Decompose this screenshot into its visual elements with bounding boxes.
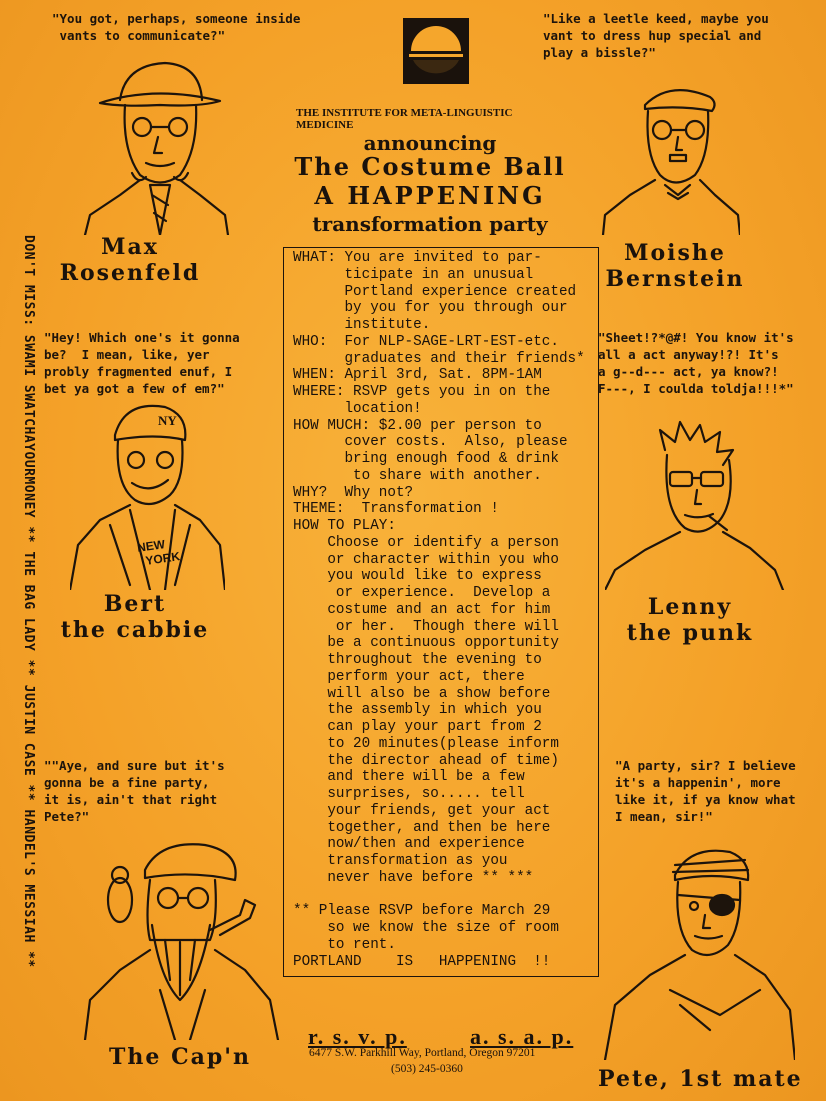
lenny-portrait — [605, 420, 785, 590]
headline-announcing: announcing — [363, 131, 497, 155]
bert-portrait — [70, 395, 225, 590]
quote-pete: "A party, sir? I believe it's a happenin', more like it, if ya know what I mean, sir!" — [615, 758, 796, 824]
bert-shirt-text: NEW YORK — [136, 537, 181, 569]
name-capn: The Cap'n — [109, 1044, 251, 1070]
capn-portrait — [80, 830, 280, 1040]
institute-logo — [403, 18, 469, 84]
max-portrait — [80, 55, 230, 235]
name-bert: Bert the cabbie — [60, 591, 210, 643]
footer-phone: (503) 245-0360 — [391, 1063, 463, 1075]
side-banner: DON'T MISS: SWAMI SWATCHAYOURMONEY ** THE BAG LADY ** JUSTIN CASE ** HANDEL'S MESSIAH ** — [21, 235, 36, 968]
institute-name: THE INSTITUTE FOR META-LINGUISTIC MEDICINE — [296, 107, 513, 131]
quote-max: "You got, perhaps, someone inside vants to communicate?" — [52, 11, 301, 43]
quote-moishe: "Like a leetle keed, maybe you vant to dress hup special and play a bissle?" — [543, 11, 769, 60]
quote-capn: ""Aye, and sure but it's gonna be a fine party, it is, ain't that right Pete?" — [44, 758, 225, 824]
pete-portrait — [600, 840, 795, 1060]
headline-transformation: transformation party — [312, 212, 548, 236]
quote-lenny: "Sheet!?*@#! You know it's all a act anyway!?! It's a g--d--- act, ya know?! F---, I coulda toldja!!!*" — [598, 330, 794, 396]
headline-happening: A HAPPENING — [314, 181, 546, 210]
headline-costume-ball: The Costume Ball — [294, 152, 566, 181]
quote-bert: "Hey! Which one's it gonna be? I mean, like, yer probly fragmented enuf, I bet ya got a few of em?" — [44, 330, 240, 396]
footer-address: 6477 S.W. Parkhill Way, Portland, Oregon 97201 — [309, 1047, 536, 1059]
footer-rsvp: r. s. v. p. — [308, 1024, 407, 1049]
name-pete: Pete, 1st mate — [598, 1066, 803, 1092]
moishe-portrait — [600, 75, 740, 235]
name-moishe: Moishe Bernstein — [605, 240, 745, 292]
name-lenny: Lenny the punk — [626, 594, 754, 646]
name-max: Max Rosenfeld — [59, 234, 201, 286]
bert-cap-text: NY — [158, 413, 177, 428]
party-details: WHAT: You are invited to par- ticipate in an unusual Portland experience created by you for you through our institute. WHO: For NLP-SAGE-LRT-EST-etc. graduates and their friends* WHEN: April 3rd, Sat. 8PM-1AM WHERE: RSVP gets you in on the location! HOW MUCH: $2.00 per person to cover costs. Also, please bring enough food & drink to share with another. WHY? Why not? THEME: Transformation ! HOW TO PLAY: Choose or identify a person or character within you who you would like to express or experience. Develop a costume and an act for him or her. Though there will be a continuous opportunity throughout the evening to perform your act, there will also be a show before the assembly in which you can play your part from 2 to 20 minutes(please inform the director ahead of time) and there will be a few surprises, so..... tell your friends, get your act together, and then be here now/then and experience transformation as you never have before ** *** ** Please RSVP before March 29 so we know the size of room to rent. PORTLAND IS HAPPENING !! — [293, 250, 585, 970]
footer-asap: a. s. a. p. — [470, 1024, 574, 1049]
